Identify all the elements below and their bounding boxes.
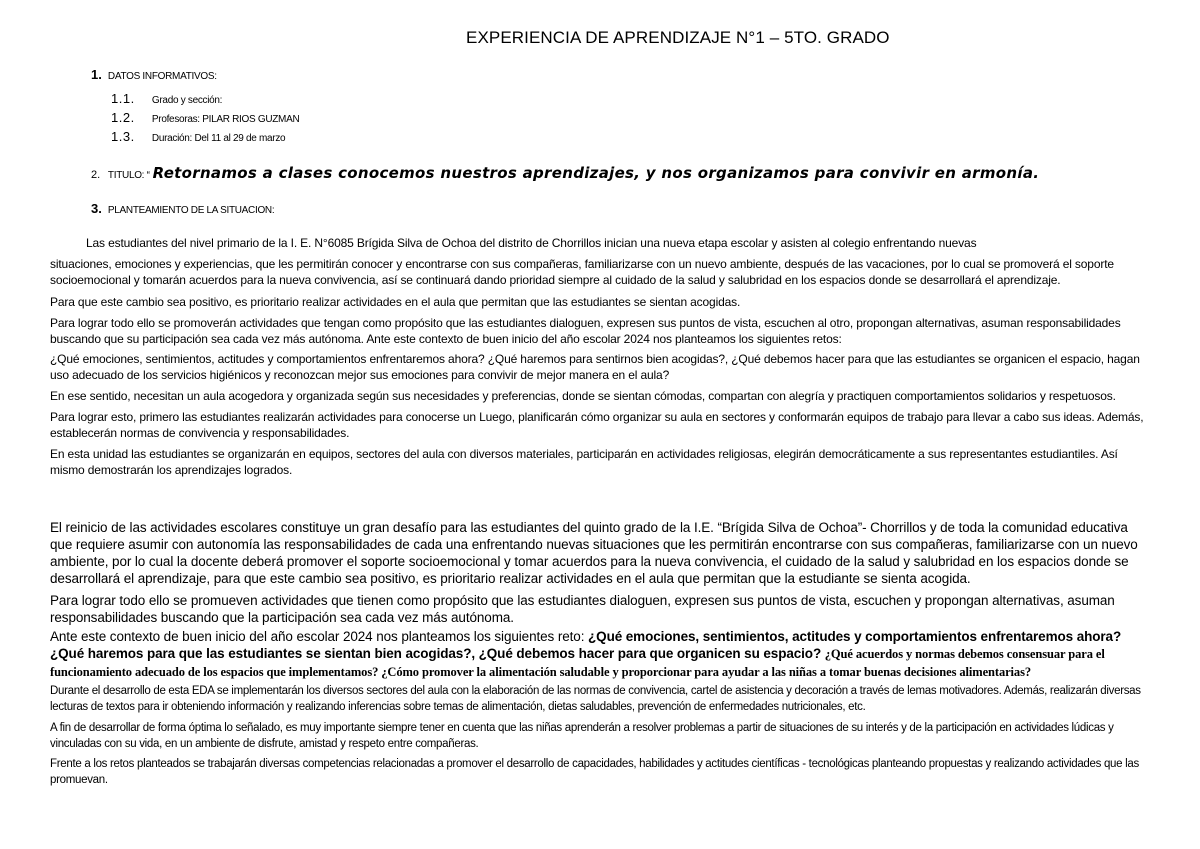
situation-paragraph-5: ¿Qué emociones, sentimientos, actitudes y comportamientos enfrentaremos ahora? ¿Qué haremos para sentirnos bien acogidas?, ¿Qué debemos hacer para que las estudiantes se organicen el espacio, hagan uso adecuado de los servicios higiénicos y reconozcan mejor sus emociones para convivir de mejor manera en el aula? <box>50 352 1140 382</box>
situation-paragraph-2: situaciones, emociones y experiencias, que les permitirán conocer y encontrarse con sus compañeras, familiarizarse con un nuevo ambiente, después de las vacaciones, por lo cual se promoverá el soporte socioemocional y tomarán acuerdos para la nueva convivencia, así se continuará dando prioridad siempre al cuidado de la salud y salubridad en los espacios donde se desarrollará el aprendizaje. <box>50 257 1114 287</box>
block2-paragraph-2: Para lograr todo ello se promueven actividades que tienen como propósito que las estudiantes dialoguen, expresen sus puntos de vista, escuchen y propongan alternativas, asuman responsabilidades buscando que la participación sea cada vez más autónoma. <box>50 593 1115 625</box>
section-number: 2. <box>91 169 101 181</box>
section-number: 1. <box>91 67 102 82</box>
item-number: 1.3. <box>111 129 135 144</box>
block2-paragraph-6: Frente a los retos planteados se trabajarán diversas competencias relacionadas a promover el desarrollo de capacidades, habilidades y actitudes científicas - tecnológicas planteando propuestas y realizando actividades que las promuevan. <box>50 758 1139 786</box>
experience-title: Retornamos a clases conocemos nuestros aprendizajes, y nos organizamos para convivir en armonía. <box>152 164 1040 182</box>
block2-paragraph-5: A fin de desarrollar de forma óptima lo señalado, es muy importante siempre tener en cuenta que las niñas aprenderán a resolver problemas a partir de situaciones de su interés y de la participación en actividades lúdicas y vinculadas con su vida, en un ambiente de disfrute, amistad y respeto entre compañeras. <box>50 722 1114 750</box>
challenge-intro: Ante este contexto de buen inicio del año escolar 2024 nos planteamos los siguientes reto: <box>50 629 589 644</box>
situation-paragraph-6: En ese sentido, necesitan un aula acogedora y organizada según sus necesidades y preferencias, donde se sientan cómodas, compartan con alegría y practiquen comportamientos solidarios y respetuosos. <box>50 389 1116 403</box>
section-datos-informativos <box>91 67 217 82</box>
page-title: EXPERIENCIA DE APRENDIZAJE N°1 – 5TO. GRADO <box>466 28 890 47</box>
section-titulo <box>91 164 1039 182</box>
item-number: 1.2. <box>111 110 135 125</box>
challenge-questions-extra: ¿Qué acuerdos y normas debemos consensuar para el funcionamiento adecuado de los espacios que implementamos? ¿Cómo promover la alimentación saludable y proporcionar para ayudar a las niñas a tomar buenas decisiones alimentarias? <box>50 647 1105 679</box>
situation-paragraph-4: Para lograr todo ello se promoverán actividades que tengan como propósito que las estudiantes dialoguen, expresen sus puntos de vista, escuchen al otro, propongan alternativas, asuman responsabilidades buscando que su participación sea cada vez más autónoma. Ante este contexto de buen inicio del año escolar 2024 nos planteamos los siguientes retos: <box>50 316 1121 346</box>
item-text: Duración: Del 11 al 29 de marzo <box>151 133 286 144</box>
situation-paragraph-7: Para lograr esto, primero las estudiantes realizarán actividades para conocerse un Luego, planificarán cómo organizar su aula en sectores y conformarán equipos de trabajo para llevar a cabo sus ideas. Además, establecerán normas de convivencia y responsabilidades. <box>50 410 1144 440</box>
situation-paragraph-3: Para que este cambio sea positivo, es prioritario realizar actividades en el aula que permitan que las estudiantes se sientan acogidas. <box>50 295 741 309</box>
block2-paragraph-1: El reinicio de las actividades escolares constituye un gran desafío para las estudiantes del quinto grado de la I.E. “Brígida Silva de Ochoa”- Chorrillos y de toda la comunidad educativa que requiere asumir con autonomía las responsabilidades de cada una enfrentando nuevas situaciones que les permitirán encontrarse con sus compañeras, familiarizarse con un nuevo ambiente, por lo cual la docente deberá promover el soporte socioemocional y tomar acuerdos para la nueva convivencia, el cuidado de la salud y salubridad en los espacios donde se desarrollará el aprendizaje, para que este cambio sea positivo, es prioritario realizar actividades en el aula que permitan que la estudiante se sienta acogida. <box>50 520 1138 586</box>
situation-paragraph-1: Las estudiantes del nivel primario de la I. E. N°6085 Brígida Silva de Ochoa del distrito de Chorrillos inician una nueva etapa escolar y asisten al colegio enfrentando nuevas <box>86 236 977 250</box>
item-text: Profesoras: PILAR RIOS GUZMAN <box>151 114 300 125</box>
challenge-questions: ¿Qué emociones, sentimientos, actitudes y comportamientos enfrentaremos ahora? ¿Qué haremos para que las estudiantes se sientan bien acogidas?, ¿Qué debemos hacer para que organicen su espacio? <box>50 629 1122 661</box>
info-item-duracion <box>111 129 285 144</box>
info-item-profesoras <box>111 110 299 125</box>
section-label: PLANTEAMIENTO DE LA SITUACION: <box>107 205 275 216</box>
section-planteamiento <box>91 201 274 216</box>
section-label: DATOS INFORMATIVOS: <box>107 71 217 82</box>
item-text: Grado y sección: <box>151 95 223 106</box>
block2-paragraph-4: Durante el desarrollo de esta EDA se implementarán los diversos sectores del aula con la elaboración de las normas de convivencia, cartel de asistencia y decoración a través de lemas motivadores. Además, realizarán diversas lecturas de textos para ir obteniendo información y realizando inferencias sobre temas de alimentación, dietas saludables, prevención de enfermedades nutricionales, etc. <box>50 685 1141 713</box>
info-item-grado <box>111 91 222 106</box>
item-number: 1.1. <box>111 91 135 106</box>
situation-paragraph-8: En esta unidad las estudiantes se organizarán en equipos, sectores del aula con diversos materiales, participarán en actividades religiosas, elegirán democráticamente a sus representantes estudiantiles. Así mismo demostrarán los aprendizajes logrados. <box>50 447 1118 477</box>
section-number: 3. <box>91 201 102 216</box>
block2-paragraph-3 <box>50 628 1150 681</box>
section-label: TITULO: “ <box>107 170 150 181</box>
